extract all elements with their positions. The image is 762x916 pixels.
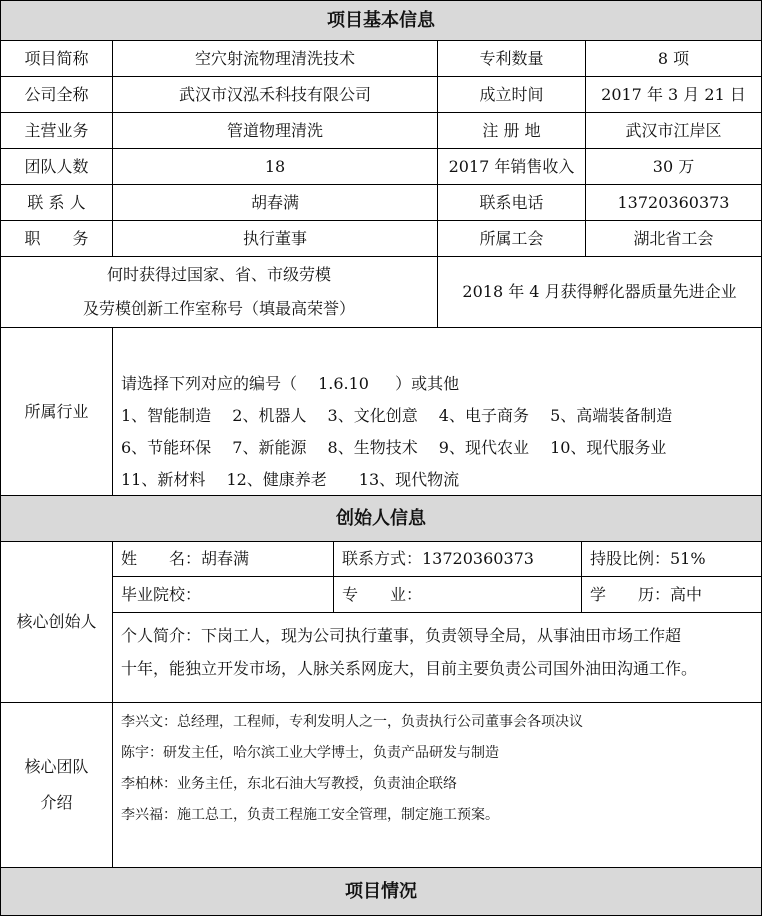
industry-options [112,327,762,496]
value-honor: 2018 年 4 月获得孵化器质量先进企业 [437,256,762,328]
value-project-name: 空穴射流物理清洗技术 [112,40,438,77]
label-sales: 2017 年销售收入 [437,148,586,185]
section-header-founder-info: 创始人信息 [0,495,762,542]
label-industry: 所属行业 [0,327,113,496]
label-honor-line1: 何时获得过国家、省、市级劳模 [106,265,331,284]
founder-contact: 联系方式：13720360373 [333,541,582,577]
founder-school: 毕业院校： [112,576,334,613]
industry-line-2: 6、节能环保 7、新能源 8、生物技术 9、现代农业 10、现代服务业 [121,438,667,457]
founder-bio-line-1: 个人简介：下岗工人，现为公司执行董事，负责领导全局，从事油田市场工作超 [121,626,682,645]
label-contact: 联 系 人 [0,184,113,221]
value-business: 管道物理清洗 [112,112,438,149]
label-team-size: 团队人数 [0,148,113,185]
label-company: 公司全称 [0,76,113,113]
label-patents: 专利数量 [437,40,586,77]
label-business: 主营业务 [0,112,113,149]
value-union: 湖北省工会 [585,220,762,257]
label-core-team-line2: 介绍 [40,793,73,812]
team-member: 陈宇：研发主任，哈尔滨工业大学博士，负责产品研发与制造 [121,745,499,761]
label-honor [0,256,438,328]
value-team-size: 18 [112,148,438,185]
founder-name: 姓 名：胡春满 [112,541,334,577]
value-contact: 胡春满 [112,184,438,221]
team-member: 李柏林：业务主任，东北石油大写教授，负责油企联络 [121,776,457,792]
value-phone: 13720360373 [585,184,762,221]
value-founded: 2017 年 3 月 21 日 [585,76,762,113]
label-core-team [0,702,113,868]
value-company: 武汉市汉泓禾科技有限公司 [112,76,438,113]
founder-major: 专 业： [333,576,582,613]
label-phone: 联系电话 [437,184,586,221]
label-project-name: 项目简称 [0,40,113,77]
value-patents: 8 项 [585,40,762,77]
industry-line-3: 11、新材料 12、健康养老 13、现代物流 [121,470,460,489]
industry-line-1: 1、智能制造 2、机器人 3、文化创意 4、电子商务 5、高端装备制造 [121,406,673,425]
value-registered: 武汉市江岸区 [585,112,762,149]
founder-bio [112,612,762,703]
section-header-project-info: 项目情况 [0,867,762,916]
section-header-basic-info: 项目基本信息 [0,0,762,41]
core-team-list [112,702,762,868]
label-honor-line2: 及劳模创新工作室称号（填最高荣誉） [82,299,355,318]
founder-share: 持股比例：51% [581,541,762,577]
value-position: 执行董事 [112,220,438,257]
value-sales: 30 万 [585,148,762,185]
label-core-founder: 核心创始人 [0,541,113,703]
label-registered: 注 册 地 [437,112,586,149]
team-member: 李兴福：施工总工，负责工程施工安全管理，制定施工预案。 [121,807,499,823]
founder-bio-line-2: 十年，能独立开发市场，人脉关系网庞大，目前主要负责公司国外油田沟通工作。 [121,659,698,678]
label-core-team-line1: 核心团队 [24,757,89,776]
label-founded: 成立时间 [437,76,586,113]
founder-education: 学 历：高中 [581,576,762,613]
team-member: 李兴文：总经理，工程师，专利发明人之一，负责执行公司董事会各项决议 [121,714,583,730]
label-position: 职 务 [0,220,113,257]
label-union: 所属工会 [437,220,586,257]
industry-prompt: 请选择下列对应的编号（ 1.6.10 ）或其他 [121,374,460,393]
